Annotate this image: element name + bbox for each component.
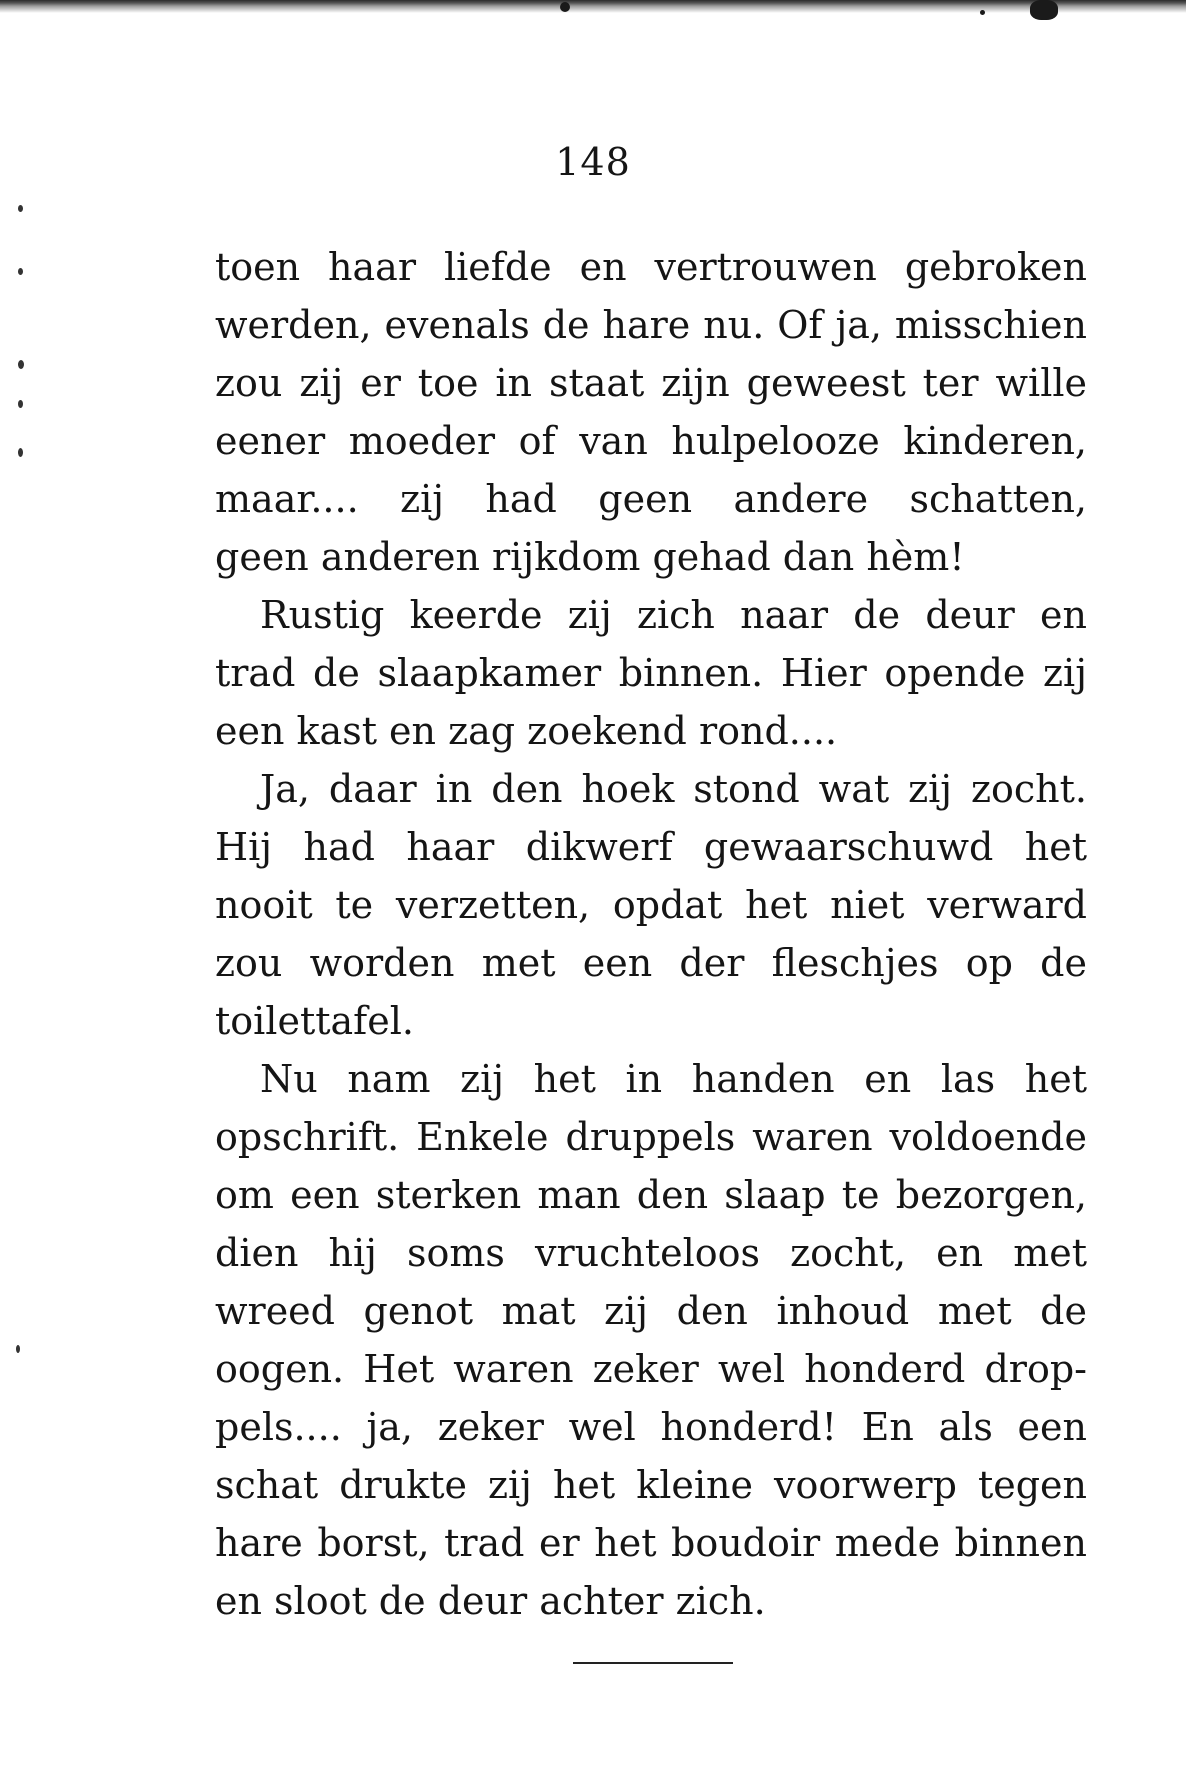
text-line: schat drukte zij het kleine voorwerp tegen [215, 1463, 1087, 1507]
scan-speck [18, 360, 24, 369]
paragraph [215, 760, 1087, 1050]
text-line: wreed genot mat zij den inhoud met de [215, 1289, 1087, 1333]
paragraph [215, 1050, 1087, 1630]
text-line: zou zij er toe in staat zijn geweest ter wille [215, 361, 1087, 405]
text-line: en sloot de deur achter zich. [215, 1579, 766, 1623]
scan-speck [18, 205, 23, 212]
scanned-top-edge [0, 0, 1186, 14]
text-line: nooit te verzetten, opdat het niet verward [215, 883, 1087, 927]
text-line: Hij had haar dikwerf gewaarschuwd het [215, 825, 1087, 869]
paragraph [215, 586, 1087, 760]
text-line: pels.... ja, zeker wel honderd! En als een [215, 1405, 1087, 1449]
text-line: hare borst, trad er het boudoir mede binnen [215, 1521, 1087, 1565]
text-line: werden, evenals de hare nu. Of ja, misschien [215, 303, 1087, 347]
text-line: eener moeder of van hulpelooze kinderen, [215, 419, 1087, 463]
text-line: maar.... zij had geen andere schatten, [215, 477, 1087, 521]
end-rule [573, 1662, 733, 1664]
text-line: om een sterken man den slaap te bezorgen, [215, 1173, 1087, 1217]
paragraph [215, 238, 1087, 586]
text-line: Nu nam zij het in handen en las het [260, 1057, 1087, 1101]
text-line: toilettafel. [215, 999, 414, 1043]
text-line: zou worden met een der fleschjes op de [215, 941, 1087, 985]
ink-blot [560, 2, 570, 12]
text-line: Ja, daar in den hoek stond wat zij zocht. [260, 767, 1087, 811]
scan-speck [18, 400, 23, 408]
text-line: een kast en zag zoekend rond.... [215, 709, 838, 753]
text-line: geen anderen rijkdom gehad dan hèm! [215, 535, 965, 579]
text-line: dien hij soms vruchteloos zocht, en met [215, 1231, 1087, 1275]
scan-speck [18, 448, 23, 457]
page-number: 148 [555, 140, 631, 184]
text-line: Rustig keerde zij zich naar de deur en [260, 593, 1087, 637]
body-text [215, 238, 1087, 1630]
text-line: opschrift. Enkele druppels waren voldoende [215, 1115, 1087, 1159]
scan-speck [18, 268, 23, 275]
text-line: toen haar liefde en vertrouwen gebroken [215, 245, 1087, 289]
text-line: oogen. Het waren zeker wel honderd drop- [215, 1347, 1087, 1391]
ink-blot [980, 10, 985, 15]
ink-blot [1030, 0, 1058, 20]
text-line: trad de slaapkamer binnen. Hier opende zij [215, 651, 1087, 695]
scan-speck [16, 1345, 20, 1353]
